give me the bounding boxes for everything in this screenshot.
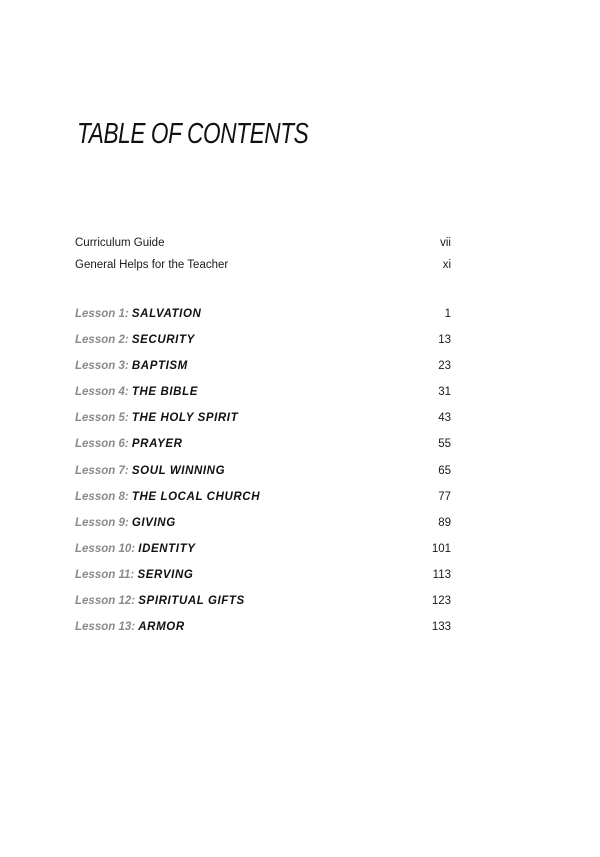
lesson-number: Lesson 11: bbox=[75, 568, 135, 581]
lesson-name: GIVING bbox=[131, 516, 176, 529]
lesson-number: Lesson 8: bbox=[75, 490, 129, 503]
lesson-name: THE BIBLE bbox=[131, 386, 198, 399]
lesson-number: Lesson 2: bbox=[75, 334, 129, 347]
lesson-name: ARMOR bbox=[138, 621, 185, 634]
lesson-number: Lesson 6: bbox=[75, 438, 129, 451]
lesson-entry bbox=[75, 308, 451, 334]
lesson-page: 43 bbox=[438, 412, 451, 425]
lesson-number: Lesson 10: bbox=[75, 542, 136, 555]
lesson-page: 113 bbox=[432, 568, 451, 581]
lesson-page: 55 bbox=[438, 438, 451, 451]
lesson-number: Lesson 5: bbox=[75, 412, 129, 425]
toc-entry-label: Curriculum Guide bbox=[75, 237, 165, 249]
lesson-number: Lesson 1: bbox=[75, 308, 129, 320]
lesson-entry bbox=[75, 412, 451, 438]
page-title: TABLE OF CONTENTS bbox=[77, 118, 309, 150]
lesson-name: PRAYER bbox=[131, 438, 183, 451]
lesson-page: 77 bbox=[438, 490, 451, 503]
lesson-number: Lesson 9: bbox=[75, 516, 129, 529]
lesson-page: 101 bbox=[431, 542, 451, 555]
lesson-number: Lesson 12: bbox=[75, 595, 136, 608]
lesson-page: 133 bbox=[431, 621, 451, 634]
lesson-entry bbox=[75, 569, 451, 595]
lesson-page: 13 bbox=[438, 334, 451, 347]
front-matter-list bbox=[75, 237, 451, 281]
lesson-number: Lesson 7: bbox=[75, 464, 129, 477]
toc-entry-page: xi bbox=[442, 259, 451, 271]
lesson-entry bbox=[75, 465, 451, 491]
toc-entry-page: vii bbox=[440, 237, 451, 249]
lesson-number: Lesson 4: bbox=[75, 386, 129, 399]
lesson-entry bbox=[75, 621, 451, 647]
lesson-name: SERVING bbox=[137, 568, 194, 581]
lesson-entry bbox=[75, 360, 451, 386]
toc-entry bbox=[75, 259, 451, 281]
lesson-entry bbox=[75, 517, 451, 543]
lesson-name: BAPTISM bbox=[131, 360, 188, 373]
lesson-name: SOUL WINNING bbox=[131, 464, 226, 477]
lesson-entry bbox=[75, 543, 451, 569]
toc-entry-label: General Helps for the Teacher bbox=[75, 259, 229, 271]
toc-entry bbox=[75, 237, 451, 259]
lesson-entry bbox=[75, 595, 451, 621]
lesson-name: IDENTITY bbox=[138, 542, 196, 555]
lesson-entry bbox=[75, 386, 451, 412]
lesson-page: 65 bbox=[438, 464, 451, 477]
lesson-name: SECURITY bbox=[131, 334, 195, 347]
lesson-page: 31 bbox=[438, 386, 451, 399]
lesson-page: 23 bbox=[438, 360, 451, 373]
lesson-name: SALVATION bbox=[131, 308, 202, 320]
lesson-list bbox=[75, 308, 451, 647]
lesson-number: Lesson 13: bbox=[75, 621, 136, 634]
lesson-name: SPIRITUAL GIFTS bbox=[138, 595, 245, 608]
lesson-entry bbox=[75, 491, 451, 517]
lesson-page: 1 bbox=[444, 308, 451, 320]
lesson-number: Lesson 3: bbox=[75, 360, 129, 373]
lesson-page: 89 bbox=[438, 516, 451, 529]
lesson-entry bbox=[75, 334, 451, 360]
lesson-entry bbox=[75, 438, 451, 464]
lesson-name: THE LOCAL CHURCH bbox=[131, 490, 261, 503]
lesson-page: 123 bbox=[431, 595, 451, 608]
lesson-name: THE HOLY SPIRIT bbox=[131, 412, 239, 425]
